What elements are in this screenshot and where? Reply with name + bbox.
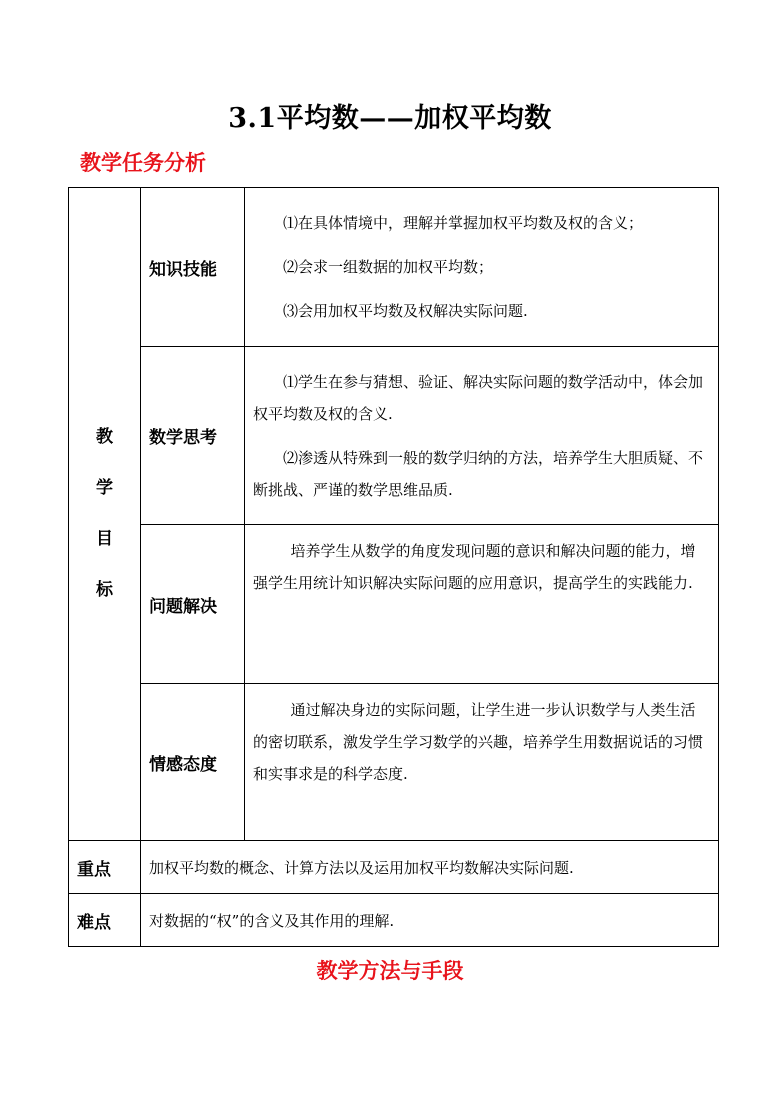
table-row: [69, 841, 719, 894]
list-item: ⑵会求一组数据的加权平均数；: [283, 258, 494, 276]
category-teaching-goals: [69, 188, 141, 841]
row-content-math-thinking: [245, 347, 719, 525]
category-char: 学: [96, 478, 113, 498]
row-label-emotional-attitude: 情感态度: [141, 684, 245, 841]
list-item: ⑵渗透从特殊到一般的数学归纳的方法，培养学生大胆质疑、不断挑战、严谨的数学思维品质.: [253, 448, 704, 499]
table-row: [69, 525, 719, 684]
category-char: 标: [96, 580, 113, 600]
row-content-key-point: 加权平均数的概念、计算方法以及运用加权平均数解决实际问题.: [141, 841, 719, 894]
table-row: [69, 188, 719, 347]
list-item: ⑴学生在参与猜想、验证、解决实际问题的数学活动中，体会加权平均数及权的含义.: [253, 372, 704, 423]
row-content-difficulty: 对数据的“权”的含义及其作用的理解.: [141, 894, 719, 947]
table-row: [69, 347, 719, 525]
page-title: 3.1平均数——加权平均数: [228, 103, 552, 134]
list-item: 通过解决身边的实际问题，让学生进一步认识数学与人类生活的密切联系，激发学生学习数学的兴趣，培养学生用数据说话的习惯和实事求是的科学态度.: [253, 701, 704, 783]
teaching-goals-table: [68, 187, 719, 947]
list-item: ⑴在具体情境中，理解并掌握加权平均数及权的含义；: [283, 214, 644, 232]
row-label-problem-solving: 问题解决: [141, 525, 245, 684]
list-item: ⑶会用加权平均数及权解决实际问题.: [283, 302, 528, 320]
section-heading-task-analysis: 教学任务分析: [80, 151, 206, 175]
category-char: 目: [96, 529, 113, 549]
row-content-problem-solving: [245, 525, 719, 684]
category-char: 教: [96, 427, 113, 447]
table-row: [69, 684, 719, 841]
row-content-knowledge-skills: [245, 188, 719, 347]
row-content-emotional-attitude: [245, 684, 719, 841]
table-row: [69, 894, 719, 947]
section-heading-teaching-methods: 教学方法与手段: [316, 959, 464, 983]
list-item: 培养学生从数学的角度发现问题的意识和解决问题的能力，增强学生用统计知识解决实际问题的应用意识，提高学生的实践能力.: [253, 542, 696, 592]
row-label-math-thinking: 数学思考: [141, 347, 245, 525]
row-label-knowledge-skills: 知识技能: [141, 188, 245, 347]
row-label-difficulty: 难点: [69, 894, 141, 947]
row-label-key-point: 重点: [69, 841, 141, 894]
